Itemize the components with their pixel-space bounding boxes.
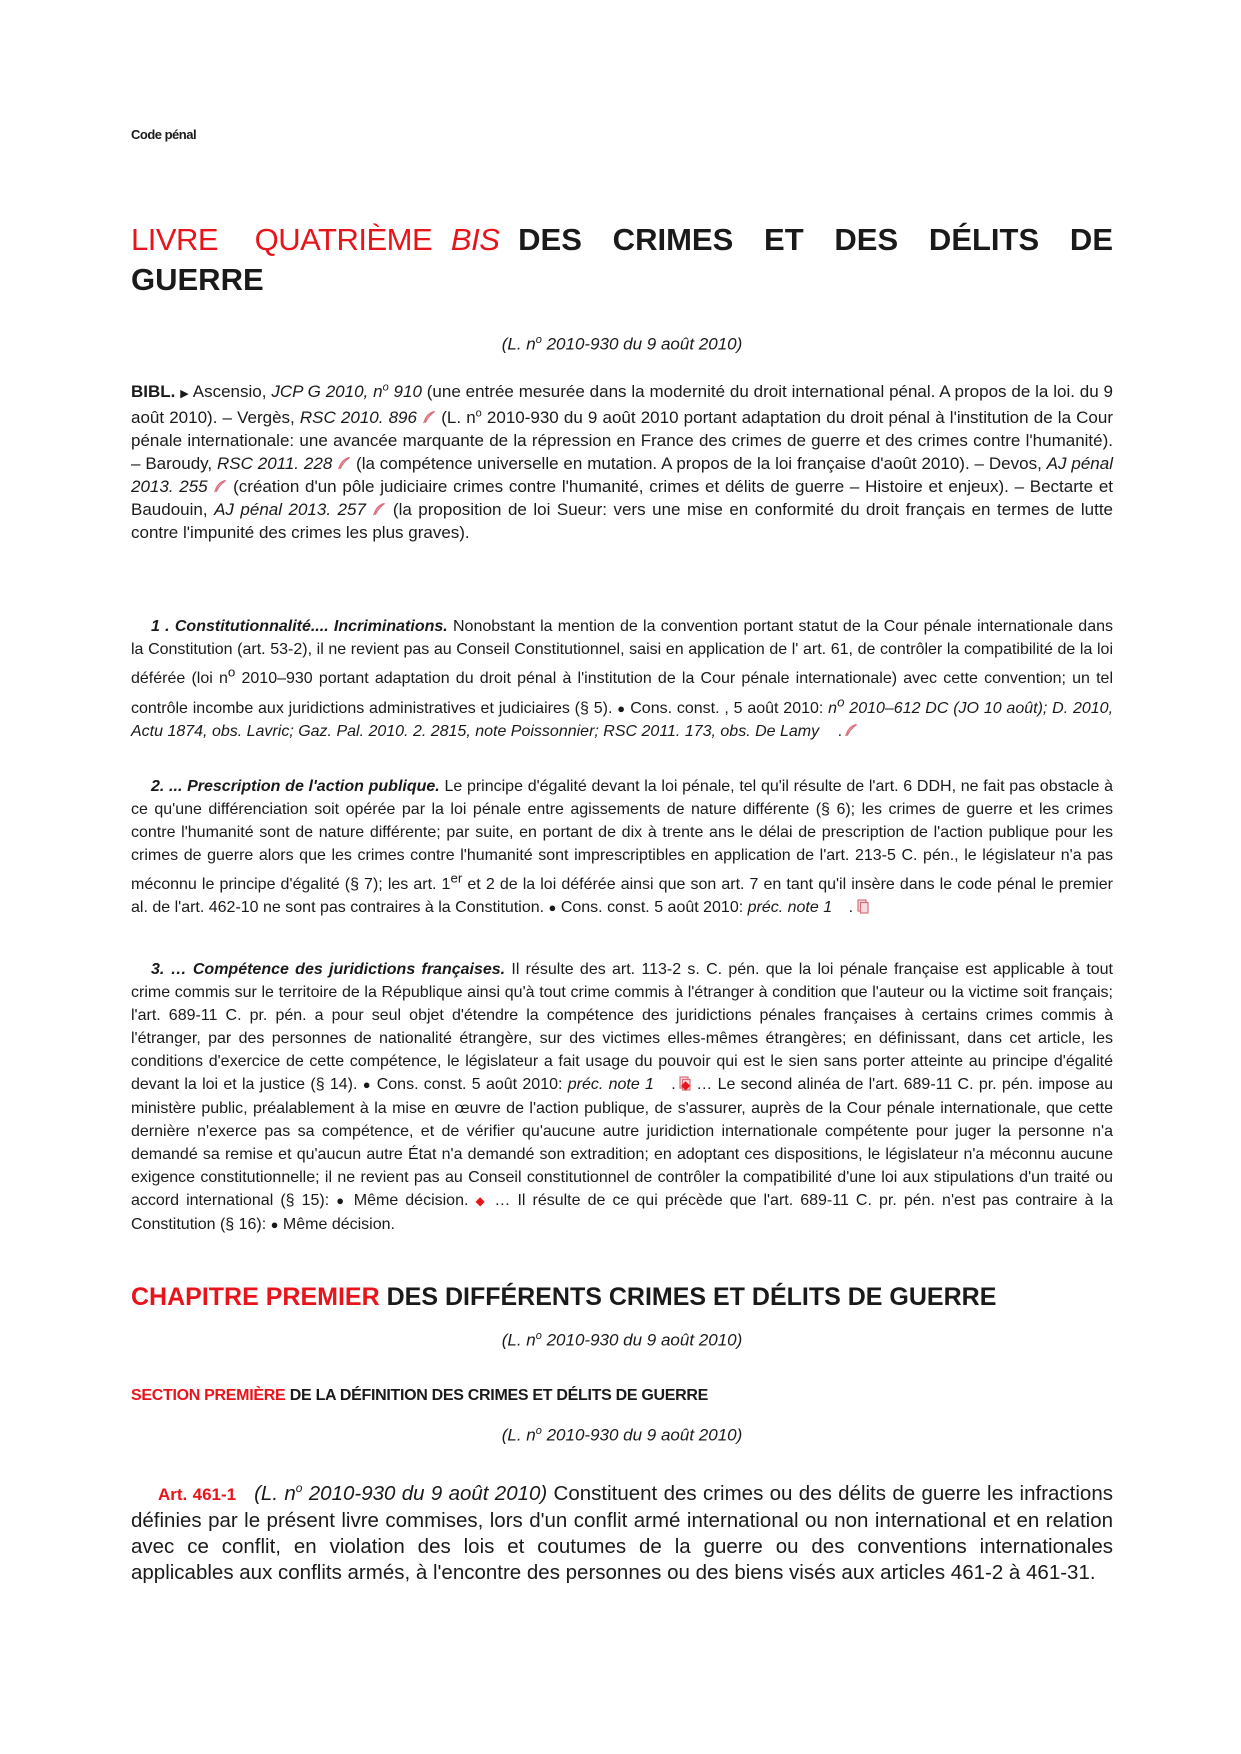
text-segment: RSC 2010. 896 [299, 408, 417, 427]
quill-link-icon[interactable] [372, 499, 386, 513]
text-segment: . [837, 722, 843, 740]
note-1 [131, 615, 1113, 743]
diamond-icon: ◆ [680, 1078, 692, 1092]
text-segment: … Il résulte de ce qui précède que l'art. 689-11 C. pr. pén. n'est pas contraire à la Constitution (§ 16): [131, 1192, 1113, 1233]
article-461-1 [131, 1475, 1113, 1586]
text-segment: . [848, 899, 854, 917]
article-number: Art. 461-1 [158, 1484, 237, 1504]
text-segment: JCP G 2010, n [271, 382, 383, 401]
bibliography [131, 380, 1113, 544]
text-segment: Même décision. [346, 1192, 476, 1209]
chapitre-source: (L. $n^o$ 2010-930 du 9 août 2010) [501, 1330, 743, 1350]
text-segment: o [475, 407, 482, 420]
text-segment: (L. n [436, 408, 476, 427]
note-heading: 3. … Compétence des juridictions françaises. [151, 961, 506, 978]
text-segment: (création d'un pôle judiciaire crimes contre l'humanité, crimes et délits de guerre – Histoire et enjeux). – Bectarte et Baudouin, [131, 477, 1113, 519]
quill-link-icon[interactable] [337, 453, 351, 467]
text-segment: Cons. const. 5 août 2010: [371, 1076, 568, 1093]
bullet-icon: ● [336, 1193, 347, 1208]
article-text: Constituent des crimes ou des délits de guerre les infractions définies par le présent livre commises, lors d'un conflit armé international ou non international et en relation avec ce conflit, en violation des lois et coutumes de la guerre ou des conventions internationales applicables aux conflits armés, à l'encontre des personnes ou des biens visés aux articles 461-2 à 461-31. [131, 1481, 1113, 1584]
text-segment: n [828, 699, 838, 717]
text-segment: (la proposition de loi Sueur: vers une mise en conformité du droit français en termes de lutte contre l'impunité des crimes les plus graves). [131, 500, 1113, 542]
quill-link-icon[interactable] [213, 476, 227, 490]
livre-source: (L. $n^o$ 2010-930 du 9 août 2010) [501, 334, 743, 354]
text-segment: 2010–612 DC (JO 10 août); D. 2010, Actu 1874, obs. Lavric; Gaz. Pal. 2010. 2. 2815, note Poissonnier; RSC 2011. 173, obs. De Lamy [131, 699, 1114, 740]
livre-title: DES CRIMES ET DES DÉLITS DE GUERRE [131, 222, 1113, 297]
text-segment: o [227, 665, 236, 680]
text-segment: AJ pénal 2013. 255 [131, 454, 1113, 496]
running-head: Code pénal [131, 127, 197, 142]
text-segment: 2010-930 du 9 août 2010 portant adaptation du droit pénal à l'institution de la Cour pénale internationale: une avancée marquante de la répression en France des crimes de guerre et des crimes contre l'humanité). – Baroudy, [131, 408, 1114, 473]
text-segment: 2010–930 portant adaptation du droit pénal à l'institution de la Cour pénale internationale) avec cette convention; un tel contrôle incombe aux juridictions administratives et judiciaires (§ 5). [131, 670, 1114, 717]
text-segment: er [450, 871, 463, 886]
bibl-label: BIBL. [131, 382, 176, 401]
livre-heading [131, 220, 1113, 300]
text-segment: AJ pénal 2013. 257 [214, 500, 366, 519]
chapitre-heading [131, 1283, 996, 1312]
section-source: (L. $n^o$ 2010-930 du 9 août 2010) [501, 1425, 743, 1445]
livre-label-bis: BIS [450, 222, 500, 257]
diamond-icon: ◆ [475, 1194, 488, 1208]
bullet-icon: ● [548, 900, 557, 916]
note-heading: 1 . Constitutionnalité.... Incriminations. [151, 618, 448, 635]
livre-label: LIVRE QUATRIÈME [131, 222, 433, 257]
chapitre-label: CHAPITRE PREMIER [131, 1283, 380, 1311]
text-segment: et 2 de la loi déférée ainsi que son art. 7 en tant qu'il insère dans le code pénal le premier al. de l'art. 462-10 ne sont pas contraires à la Constitution. [131, 876, 1114, 917]
document-link-icon[interactable] [659, 1075, 671, 1090]
text-segment: 910 [388, 382, 422, 401]
article-source: (L. $n^o$ 2010-930 du 9 août 2010) [254, 1481, 548, 1505]
text-segment: préc. note 1 [567, 1076, 654, 1093]
text-segment: Il résulte des art. 113-2 s. C. pén. que la loi pénale française est applicable à tout crime commis sur le territoire de la République ainsi qu'à tout crime commis à l'étranger à condition que l'auteur ou la victime soit français; l'art. 689-11 C. pr. pén. a pour seul objet d'étendre la compétence des juridictions pénales françaises à certains crimes commis à l'étranger, par des personnes de nationalité étrangère, sur des victimes elles-mêmes étrangères; en définissant, dans cet article, les conditions d'exercice de cette compétence, le législateur a fait usage du pouvoir qui est le sien sans porter atteinte au principe d'égalité devant la loi et la justice (§ 14). [131, 961, 1114, 1093]
chapitre-title: DES DIFFÉRENTS CRIMES ET DÉLITS DE GUERRE [386, 1283, 997, 1311]
text-segment: préc. note 1 [747, 899, 833, 917]
section-title: DE LA DÉFINITION DES CRIMES ET DÉLITS DE GUERRE [289, 1387, 709, 1404]
text-segment: RSC 2011. 228 [216, 454, 333, 473]
note-heading: 2. ... Prescription de l'action publique. [151, 778, 440, 795]
text-segment: Ascensio, [188, 382, 272, 401]
text-segment: o [837, 694, 845, 710]
bullet-icon: ● [617, 700, 626, 716]
text-segment: Nonobstant la mention de la convention portant statut de la Cour pénale internationale dans la Constitution (art. 53-2), il ne revient pas au Conseil Constitutionnel, saisi en application de l' art. 61, de contrôler la compatibilité de la loi déférée (loi n [131, 618, 1113, 688]
quill-link-icon[interactable] [422, 407, 436, 421]
bullet-icon: ● [362, 1077, 372, 1092]
section-label: SECTION PREMIÈRE [131, 1387, 286, 1404]
text-segment: . [671, 1076, 681, 1093]
text-segment: … Le second alinéa de l'art. 689-11 C. pr. pén. impose au ministère public, préalablement à la mise en œuvre de l'action publique, de s'assurer, auprès de la Cour pénale internationale, que cette dernière n'exerce pas sa compétence, et de vérifier qu'aucune autre juridiction internationale compétente pour juger la personne n'a demandé sa remise et qu'aucun autre État n'a demandé son extradition; en adoptant ces dispositions, le législateur n'a méconnu aucune exigence constitutionnelle; il ne revient pas au Conseil constitutionnel de contrôler la compatibilité d'une loi aux stipulations d'un traité ou accord international (§ 15): [131, 1076, 1114, 1209]
text-segment: (la compétence universelle en mutation. A propos de la loi française d'août 2010). – Devos, [351, 454, 1047, 473]
text-segment: Le principe d'égalité devant la loi pénale, tel qu'il résulte de l'art. 6 DDH, ne fait pas obstacle à ce qu'une différenciation soit opérée par la loi pénale entre agissements de nature différente (§ 6); les crimes de guerre et les crimes contre l'humanité sont de nature différente; par suite, en portant de dix à trente ans le délai de prescription de l'action publique pour les crimes de guerre alors que les crimes contre l'humanité sont imprescriptibles en application de l'art. 213-5 C. pén., le législateur n'a pas méconnu le principe d'égalité (§ 7); les art. 1 [131, 778, 1113, 894]
text-segment: Cons. const. 5 août 2010: [556, 899, 748, 917]
text-segment: Même décision. [278, 1216, 395, 1233]
note-2 [131, 775, 1113, 919]
text-segment: o [382, 381, 389, 394]
document-link-icon[interactable] [837, 898, 849, 913]
bullet-icon: ● [270, 1217, 279, 1232]
section-heading [131, 1387, 708, 1405]
quill-link-icon[interactable] [824, 721, 838, 735]
text-segment: (une entrée mesurée dans la modernité du droit international pénal. A propos de la loi. du 9 août 2010). – Vergès, [131, 382, 1114, 427]
note-3 [131, 958, 1113, 1236]
triangle-right-icon: ▶ [180, 388, 189, 400]
text-segment: Cons. const. , 5 août 2010: [625, 699, 829, 717]
